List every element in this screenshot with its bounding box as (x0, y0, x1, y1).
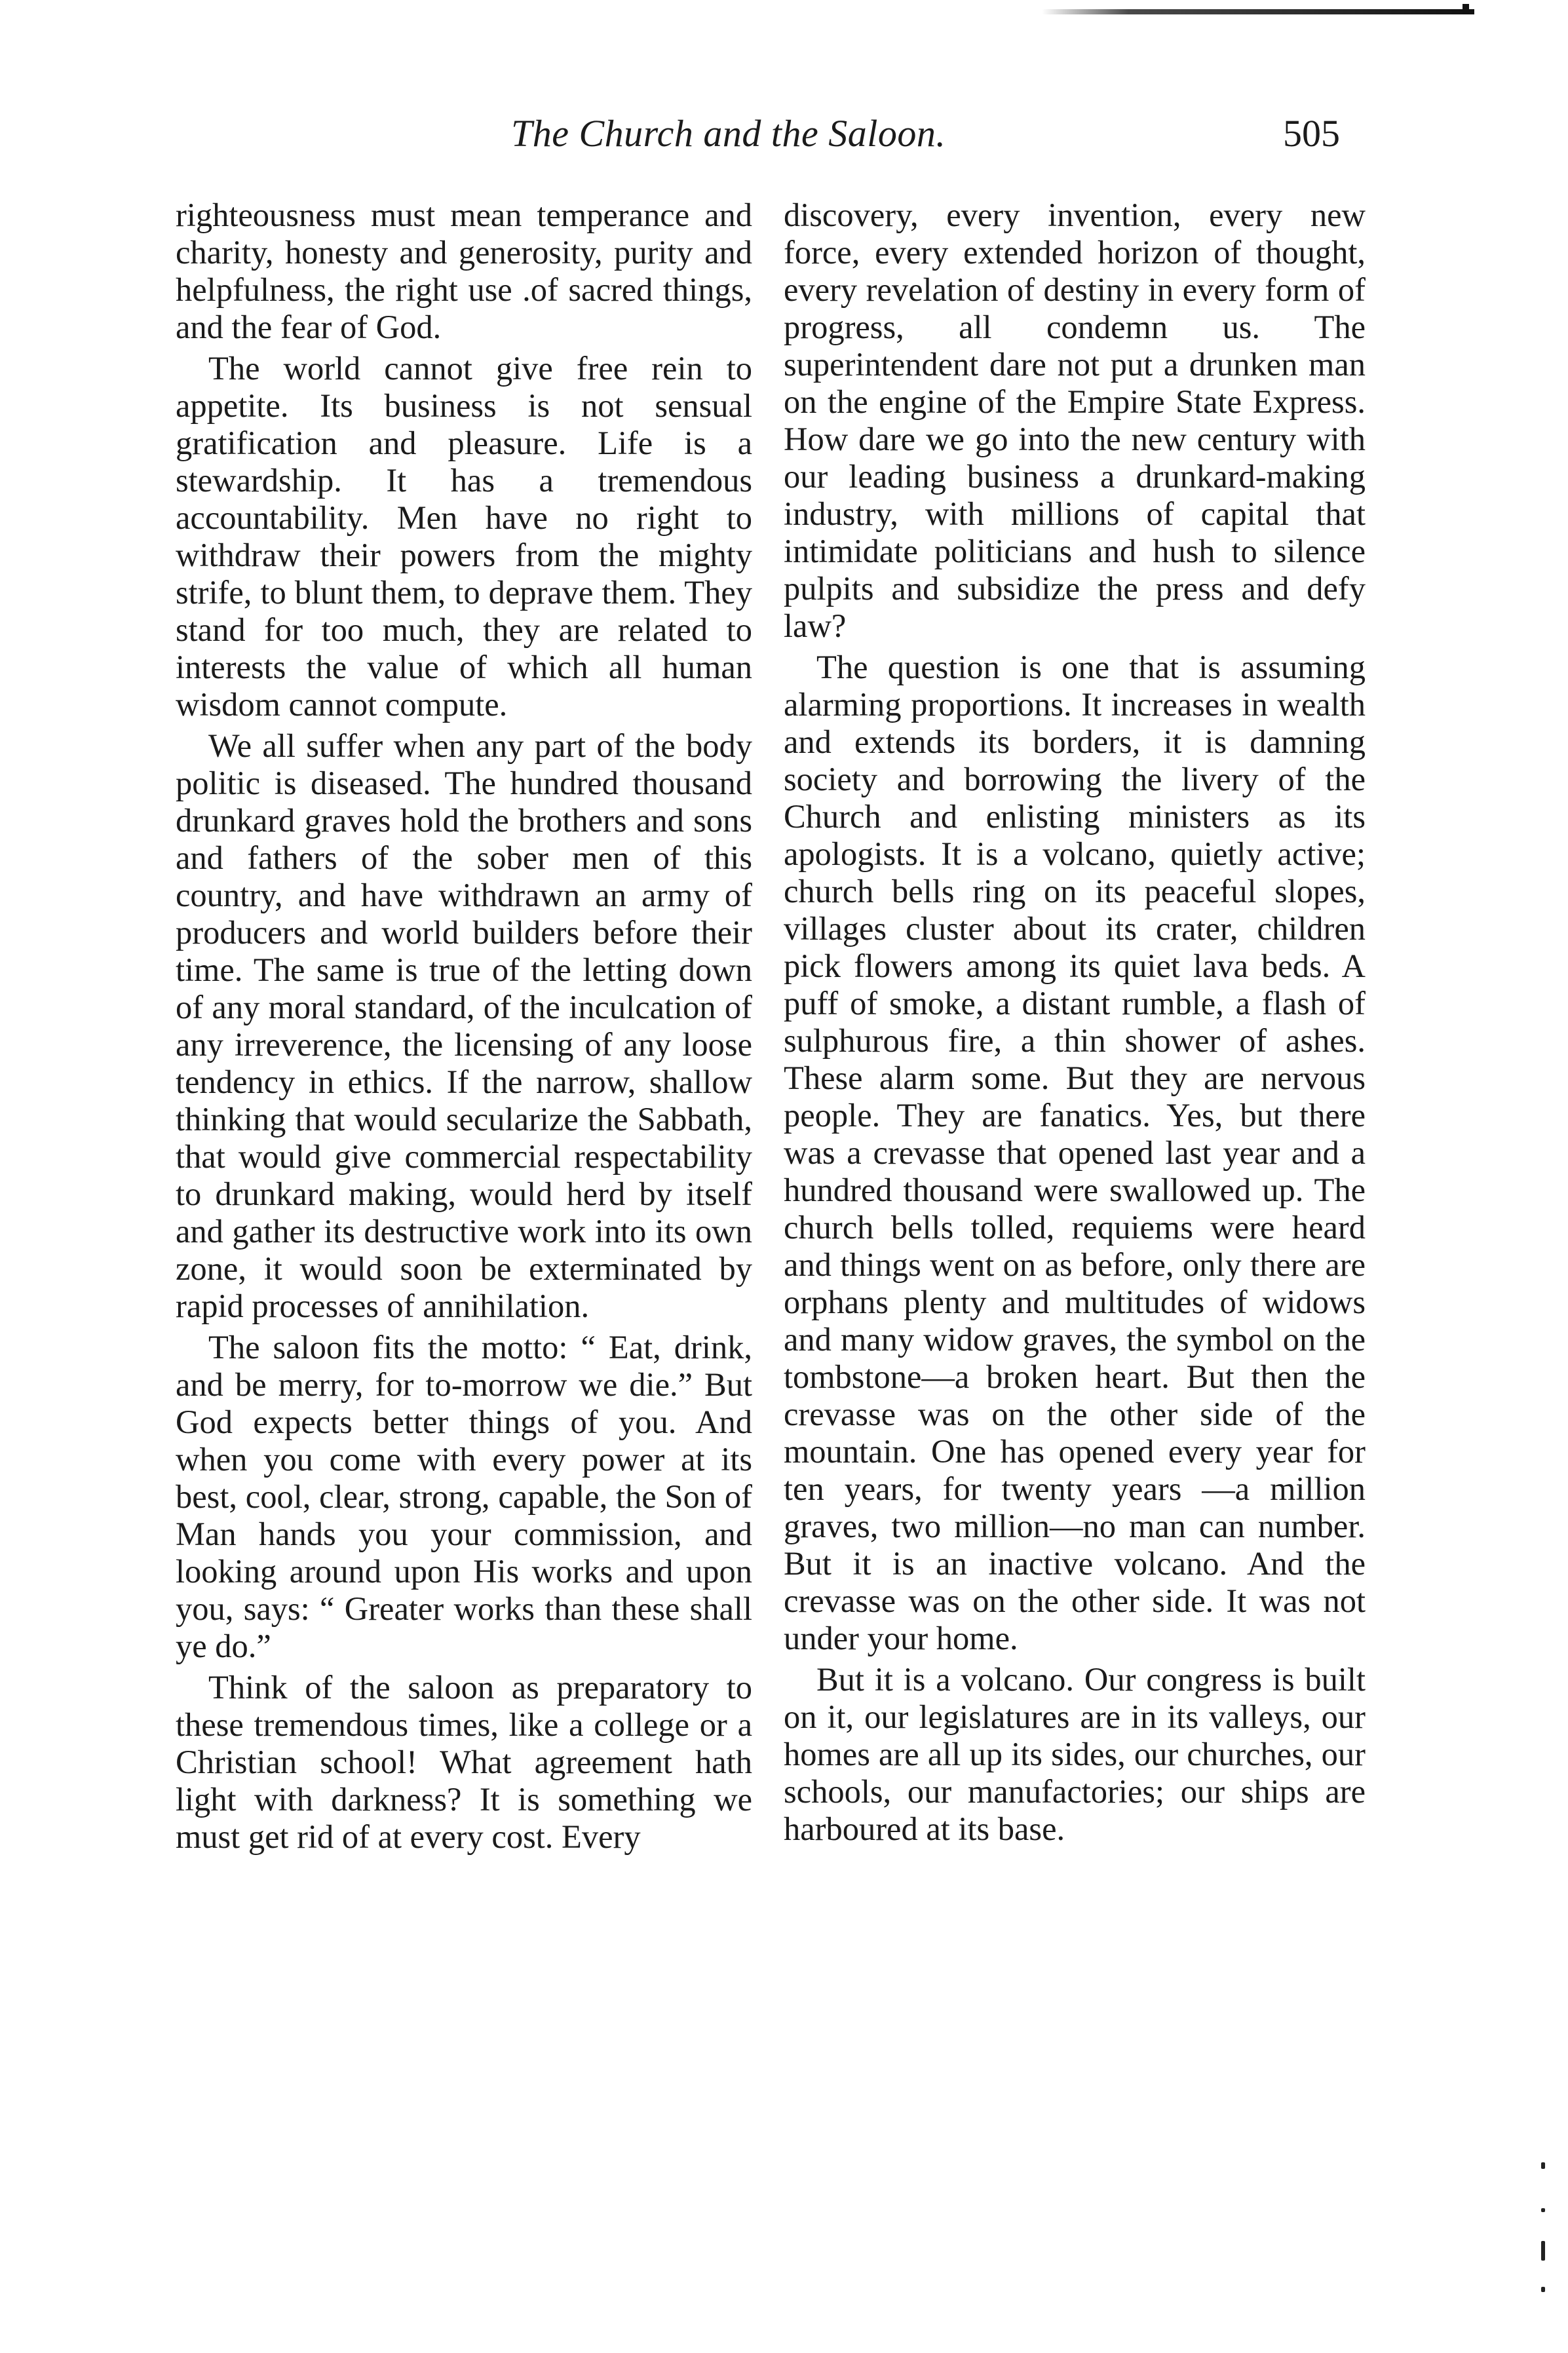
paragraph: discovery, every invention, every new force, every extended horizon of thought, every revelation of destiny in every form of progress, all condemn us. The superintendent dare not put a drunken man on the engine of the Empire State Express. How dare we go into the new century with our leading business a drunkard-making industry, with millions of capital that intimidate politicians and hush to silence pulpits and subsidize the press and defy law? (784, 197, 1366, 644)
top-rule (1042, 9, 1474, 14)
paragraph: righteousness must mean temperance and charity, honesty and generosity, purity and helpfulness, the right use .of sacred things, and the fear of God. (176, 197, 752, 345)
edge-speck (1541, 2241, 1545, 2261)
running-title: The Church and the Saloon. (511, 112, 946, 155)
paragraph: The saloon fits the motto: “ Eat, drink, and be merry, for to-morrow we die.” But God expects better things of you. And when you come with every power at its best, cool, clear, strong, capable, the Son of Man hands you your commission, and looking around upon His works and upon you, says: “ Greater works than these shall ye do.” (176, 1329, 752, 1664)
page-number: 505 (1283, 112, 1340, 155)
top-rule-cap (1463, 4, 1469, 14)
paragraph: The world cannot give free rein to appetite. Its business is not sensual gratification and pleasure. Life is a stewardship. It has a tremendous accountability. Men have no right to withdraw their powers from the mighty strife, to blunt them, to deprave them. They stand for too much, they are related to interests the value of which all human wisdom cannot compute. (176, 350, 752, 723)
edge-speck (1541, 2162, 1545, 2169)
left-column (176, 197, 752, 1856)
paragraph: We all suffer when any part of the body politic is diseased. The hundred thousand drunkard graves hold the brothers and sons and fathers of the sober men of this country, and have withdrawn an army of producers and world builders before their time. The same is true of the letting down of any moral standard, of the inculcation of any irreverence, the licensing of any loose tendency in ethics. If the narrow, shallow thinking that would secularize the Sabbath, that would give commercial respectability to drunkard making, would herd by itself and gather its destructive work into its own zone, it would soon be exterminated by rapid processes of annihilation. (176, 727, 752, 1324)
edge-speck (1541, 2208, 1545, 2212)
edge-speck (1541, 2287, 1545, 2292)
paragraph: But it is a volcano. Our congress is built on it, our legislatures are in its valleys, our homes are all up its sides, our churches, our schools, our manufactories; our ships are harboured at its base. (784, 1661, 1366, 1847)
right-column (784, 197, 1366, 1848)
paragraph: Think of the saloon as preparatory to these tremendous times, like a college or a Christian school! What agreement hath light with darkness? It is something we must get rid of at every cost. Every (176, 1669, 752, 1855)
paragraph: The question is one that is assuming alarming proportions. It increases in wealth and extends its borders, it is damning society and borrowing the livery of the Church and enlisting ministers as its apologists. It is a volcano, quietly active; church bells ring on its peaceful slopes, villages cluster about its crater, children pick flowers among its quiet lava beds. A puff of smoke, a distant rumble, a flash of sulphurous fire, a thin shower of ashes. These alarm some. But they are nervous people. They are fanatics. Yes, but there was a crevasse that opened last year and a hundred thousand were swallowed up. The church bells tolled, requiems were heard and things went on as before, only there are orphans plenty and multitudes of widows and many widow graves, the symbol on the tombstone—a broken heart. But then the crevasse was on the other side of the mountain. One has opened every year for ten years, for twenty years —a million graves, two million—no man can number. But it is an inactive volcano. And the crevasse was on the other side. It was not under your home. (784, 649, 1366, 1656)
